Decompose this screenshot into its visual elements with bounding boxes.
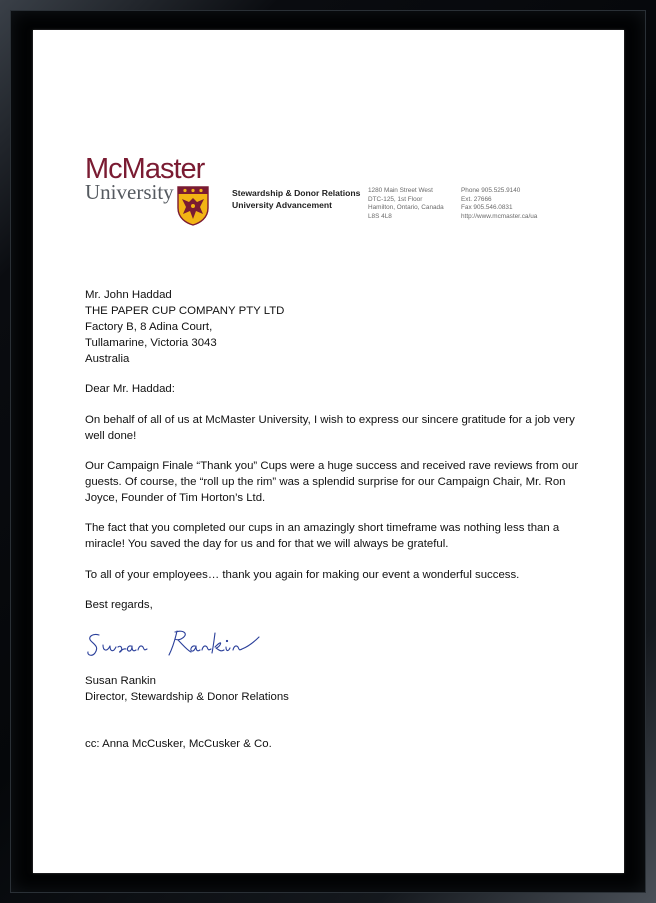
salutation: Dear Mr. Haddad: [85, 383, 175, 395]
cc-line: cc: Anna McCusker, McCusker & Co. [85, 738, 272, 750]
address-line: Hamilton, Ontario, Canada [368, 204, 444, 212]
recipient-address [85, 287, 585, 367]
recipient-street: Factory B, 8 Adina Court, [85, 321, 213, 333]
closing: Best regards, [85, 599, 153, 611]
phone-line: Phone 905.525.9140 [461, 187, 521, 194]
recipient-country: Australia [85, 353, 130, 365]
department-name: Stewardship & Donor Relations [232, 188, 361, 198]
fax-line: Fax 905.546.0831 [461, 204, 513, 212]
letter-page [33, 30, 624, 873]
recipient-city: Tullamarine, Victoria 3043 [85, 337, 217, 349]
signer-title: Director, Stewardship & Donor Relations [85, 691, 289, 703]
address-line: 1280 Main Street West [368, 187, 433, 194]
logo-subtitle: University [85, 180, 174, 204]
signature-icon [85, 625, 275, 665]
university-crest-icon [177, 186, 209, 226]
address-block [368, 187, 444, 221]
address-line: DTC-125, 1st Floor [368, 195, 423, 203]
recipient-name: Mr. John Haddad [85, 289, 172, 301]
website-line: http://www.mcmaster.ca/ua [461, 212, 538, 220]
signer-name: Susan Rankin [85, 675, 156, 687]
contact-block [461, 187, 537, 221]
logo-name: McMaster [85, 153, 205, 185]
paragraph: To all of your employees… thank you again for making our event a wonderful success. [85, 569, 520, 581]
paragraph: The fact that you completed our cups in an amazingly short timeframe was nothing less than a miracle! You saved the day for us and for that we will always be grateful. [85, 522, 560, 550]
extension-line: Ext. 27666 [461, 195, 492, 203]
department-block [232, 187, 360, 211]
paragraph: On behalf of all of us at McMaster University, I wish to express our sincere gratitude for a job very well done! [85, 414, 575, 442]
signer-block [85, 673, 585, 705]
address-line: L8S 4L8 [368, 212, 392, 220]
paragraph: Our Campaign Finale “Thank you” Cups were a huge success and received rave reviews from our guests. Of course, the “roll up the rim” was a splendid surprise for our Campaign Chair, Mr. Ron Joyce, Founder of Tim Horton’s Ltd. [85, 460, 579, 504]
division-name: University Advancement [232, 200, 332, 210]
recipient-company: THE PAPER CUP COMPANY PTY LTD [85, 305, 285, 317]
